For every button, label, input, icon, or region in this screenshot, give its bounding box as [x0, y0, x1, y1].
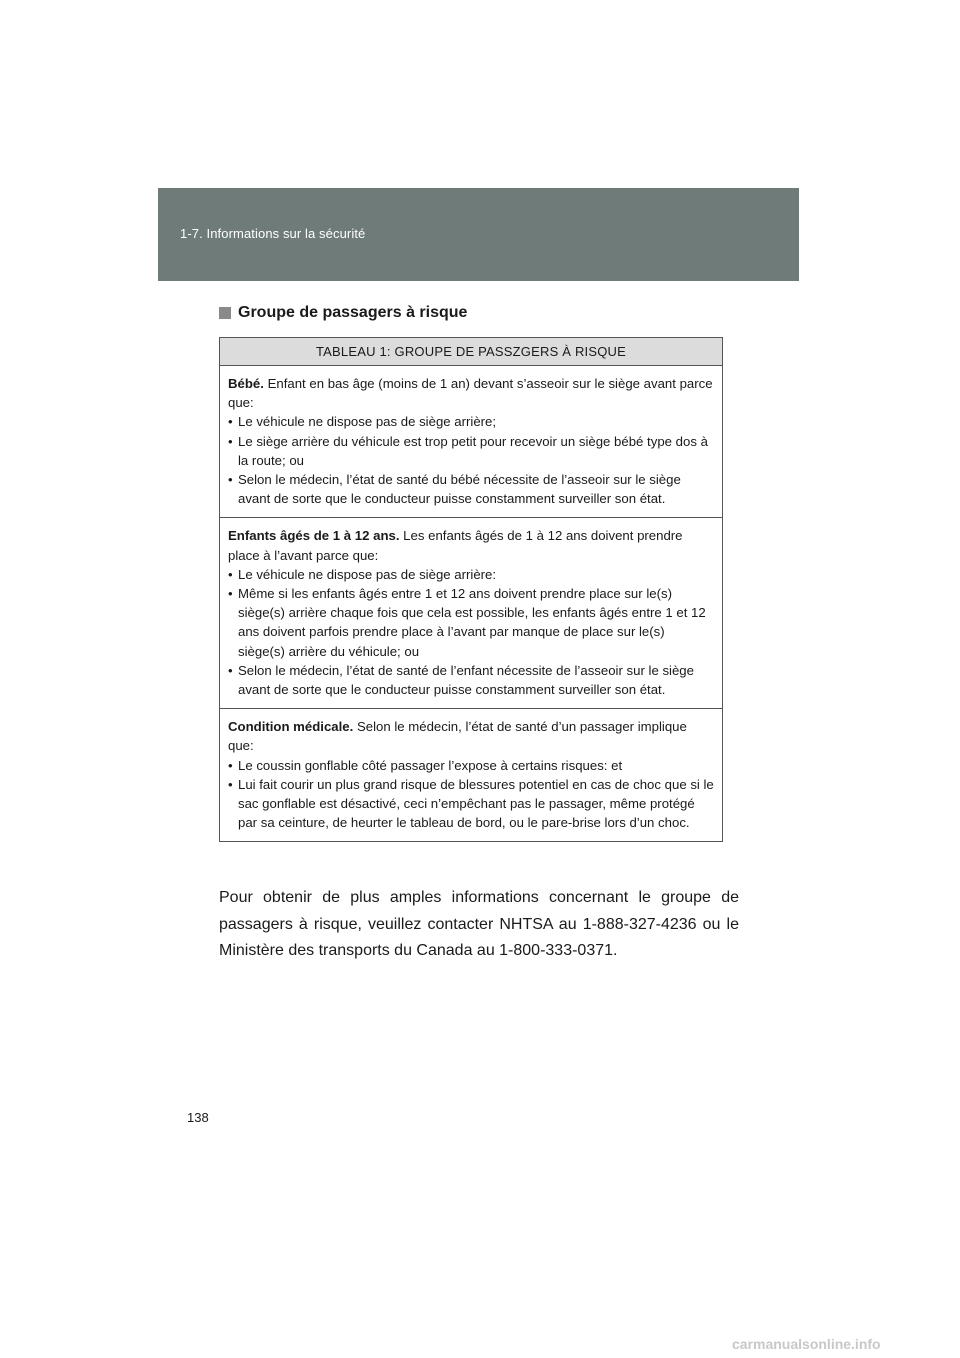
subheading	[219, 304, 467, 322]
list-item: • Lui fait courir un plus grand risque de blessures potentiel en cas de choc que si le sac gonflable est désactivé, ceci n’empêchant pas le passager, même protégé par sa ceinture, de heurter le tableau de bord, ou le pare-brise lors d’un choc.	[228, 775, 714, 833]
risk-group-table	[219, 337, 723, 842]
subheading-text: Groupe de passagers à risque	[238, 304, 468, 321]
list-item: • Le siège arrière du véhicule est trop petit pour recevoir un siège bébé type dos à la route; ou	[228, 432, 714, 470]
row-intro: Selon le médecin, l’état de santé d’un passager implique que:	[228, 719, 687, 754]
list-item: • Le véhicule ne dispose pas de siège arrière:	[228, 565, 714, 584]
list-item: • Même si les enfants âgés entre 1 et 12 ans doivent prendre place sur le(s) siège(s) arrière chaque fois que cela est possible, les enfants âgés entre 1 et 12 ans doivent parfois prendre place à l’avant par manque de place sur le(s) siège(s) arrière du véhicule; ou	[228, 584, 714, 661]
table-title: TABLEAU 1: GROUPE DE PASSZGERS À RISQUE	[220, 338, 722, 366]
table-row	[220, 518, 722, 709]
row-title: Condition médicale.	[228, 719, 354, 735]
section-title: 1-7. Informations sur la sécurité	[180, 226, 366, 241]
page-number: 138	[187, 1110, 209, 1125]
list-item: • Le coussin gonflable côté passager l’expose à certains risques: et	[228, 756, 714, 775]
row-intro: Enfant en bas âge (moins de 1 an) devant s’asseoir sur le siège avant parce que:	[228, 376, 713, 411]
list-item: • Selon le médecin, l’état de santé du bébé nécessite de l’asseoir sur le siège avant de sorte que le conducteur puisse constamment surveiller son état.	[228, 470, 714, 508]
square-bullet-icon	[219, 307, 231, 319]
row-title: Enfants âgés de 1 à 12 ans.	[228, 528, 400, 544]
bullet-list	[228, 756, 714, 833]
watermark: carmanualsonline.info	[732, 1336, 881, 1352]
bullet-list	[228, 412, 714, 508]
table-row	[220, 709, 722, 841]
list-item: • Selon le médecin, l’état de santé de l’enfant nécessite de l’asseoir sur le siège avant de sorte que le conducteur puisse constamment surveiller son état.	[228, 661, 714, 699]
row-title: Bébé.	[228, 376, 264, 391]
info-paragraph: Pour obtenir de plus amples informations concernant le groupe de passagers à risque, veuillez contacter NHTSA au 1-888-327-4236 ou le Ministère des transports du Canada au 1-800-333-0371.	[219, 889, 739, 959]
table-row	[220, 366, 722, 518]
list-item: • Le véhicule ne dispose pas de siège arrière;	[228, 412, 714, 431]
bullet-list	[228, 565, 714, 699]
row-intro: Les enfants âgés de 1 à 12 ans doivent prendre place à l’avant parce que:	[228, 528, 683, 563]
